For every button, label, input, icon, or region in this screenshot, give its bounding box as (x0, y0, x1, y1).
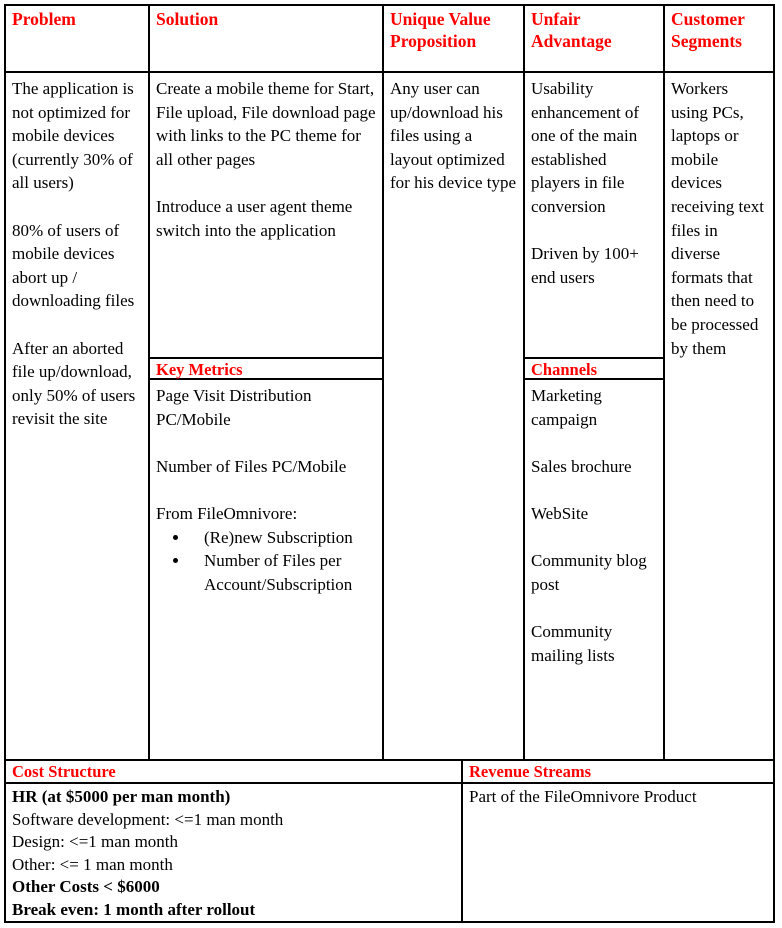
key-metrics-paragraph: Number of Files PC/Mobile (156, 456, 347, 476)
solution-header: Solution (150, 6, 382, 73)
list-item: • Number of Files per Account/Subscription (190, 549, 376, 596)
channels-paragraph: Community blog post (531, 551, 647, 594)
revenue-line: Part of the FileOmnivore Product (469, 787, 697, 806)
cost-structure-header: Cost Structure (6, 761, 461, 784)
canvas-bottom-region (6, 759, 773, 921)
solution-text (150, 73, 382, 357)
problem-paragraph: The application is not optimized for mobile devices (currently 30% of all users) (12, 79, 134, 193)
key-metrics-paragraph: Page Visit Distribution PC/Mobile (156, 386, 312, 429)
unfair-advantage-text (525, 73, 663, 357)
cost-structure-body (6, 784, 461, 921)
revenue-streams-header: Revenue Streams (463, 761, 773, 784)
lean-canvas (4, 4, 775, 923)
customer-segments-body (665, 73, 773, 759)
canvas-section-revenue-streams (461, 761, 773, 921)
key-metrics-paragraph: From FileOmnivore: (156, 503, 298, 523)
canvas-section-cost-structure (6, 761, 461, 921)
unfair-advantage-paragraph: Driven by 100+ end users (531, 244, 639, 287)
unfair-advantage-paragraph: Usability enhancement of one of the main established players in file conversion (531, 79, 640, 216)
uvp-header: Unique Value Proposition (384, 6, 523, 73)
customer-segments-paragraph: Workers using PCs, laptops or mobile devices receiving text files in diverse formats that then need to be processed by them (671, 79, 764, 358)
uvp-body (384, 73, 523, 759)
canvas-column-unique-value-proposition (382, 6, 523, 759)
key-metrics-header: Key Metrics (150, 357, 382, 380)
channels-body (525, 380, 663, 759)
cost-line: Break even: 1 month after rollout (12, 899, 256, 919)
problem-paragraph: 80% of users of mobile devices abort up / downloading files (12, 220, 135, 311)
solution-body (150, 73, 382, 759)
channels-paragraph: WebSite (531, 503, 589, 523)
cost-line: Other Costs < $6000 (12, 877, 160, 896)
revenue-streams-body (463, 784, 773, 921)
canvas-column-solution (148, 6, 382, 759)
canvas-column-problem (6, 6, 148, 759)
list-item: • (Re)new Subscription (190, 526, 376, 550)
problem-header: Problem (6, 6, 148, 73)
cost-line: Software development: <=1 man month (12, 809, 284, 829)
unfair-advantage-header: Unfair Advantage (525, 6, 663, 73)
channels-paragraph: Marketing campaign (531, 386, 602, 429)
problem-body (6, 73, 148, 759)
uvp-paragraph: Any user can up/download his files using a layout optimized for his device type (390, 79, 517, 193)
customer-segments-header: Customer Segments (665, 6, 773, 73)
canvas-top-region (6, 6, 773, 759)
solution-paragraph: Create a mobile theme for Start, File upload, File download page with links to the PC theme for all other pages (156, 79, 376, 169)
channels-header: Channels (525, 357, 663, 380)
channels-paragraph: Sales brochure (531, 456, 632, 476)
channels-paragraph: Community mailing lists (531, 621, 615, 665)
cost-line: Other: <= 1 man month (12, 854, 173, 874)
cost-line: HR (at $5000 per man month) (12, 787, 231, 806)
unfair-advantage-body (525, 73, 663, 759)
problem-paragraph: After an aborted file up/download, only 50% of users revisit the site (12, 338, 136, 429)
cost-line: Design: <=1 man month (12, 832, 179, 851)
canvas-column-unfair-advantage (523, 6, 663, 759)
solution-paragraph: Introduce a user agent theme switch into the application (156, 196, 353, 240)
canvas-column-customer-segments (663, 6, 773, 759)
key-metrics-body (150, 380, 382, 759)
key-metrics-list (156, 526, 376, 597)
